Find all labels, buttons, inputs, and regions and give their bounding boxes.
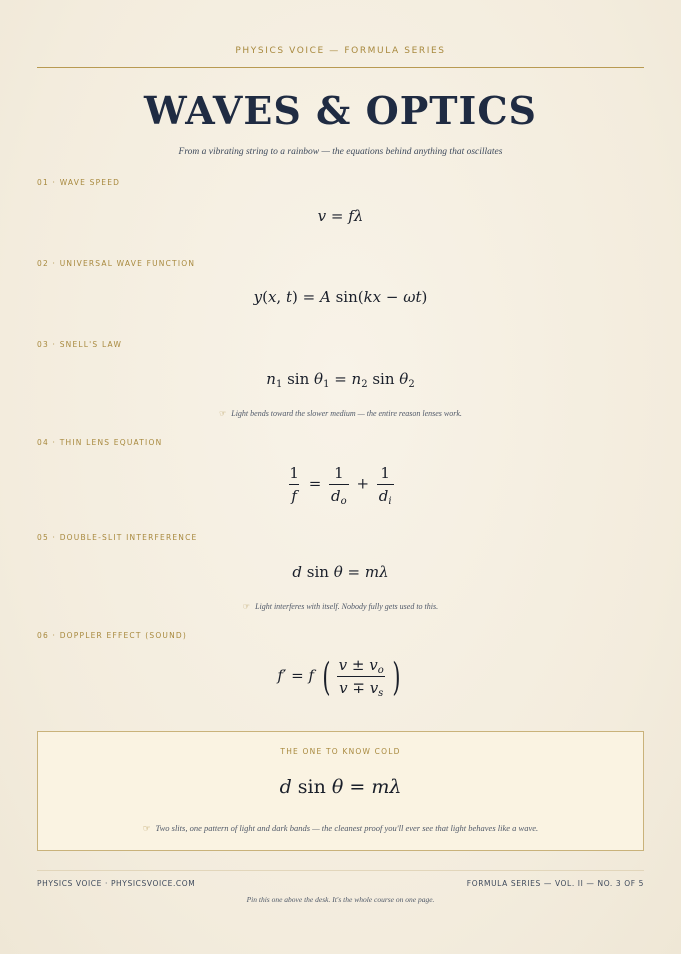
header-divider bbox=[37, 67, 644, 68]
formula-snells-law: $n_1$ $\sin \theta_1 = n_2$ $\sin \theta_2$ bbox=[266, 370, 415, 390]
series-label: PHYSICS VOICE — FORMULA SERIES bbox=[235, 46, 446, 56]
formula-double-slit: d sin θ = mλ bbox=[292, 563, 389, 581]
footer-divider bbox=[37, 870, 644, 871]
formula-doppler: f′ = f ( $\frac{v \pm v_o}{v \mp v_s}$ ) bbox=[277, 654, 401, 699]
section-label-snells-law: 03 · SNELL'S LAW bbox=[37, 340, 123, 349]
highlight-label: THE ONE TO KNOW COLD bbox=[280, 747, 401, 756]
section-label-thin-lens: 04 · THIN LENS EQUATION bbox=[37, 438, 163, 447]
highlight-formula: d sin θ = mλ bbox=[279, 776, 402, 798]
section-label-wave-speed: 01 · WAVE SPEED bbox=[37, 178, 121, 187]
formula-wave-speed: v = fλ bbox=[317, 207, 364, 225]
footer-note: Pin this one above the desk. It's the whole course on one page. bbox=[246, 895, 435, 904]
note-text: Light interferes with itself. Nobody fully gets used to this. bbox=[255, 602, 439, 611]
section-label-doppler: 06 · DOPPLER EFFECT (SOUND) bbox=[37, 631, 188, 640]
footer-series-info: FORMULA SERIES — VOL. II — NO. 3 OF 5 bbox=[466, 879, 644, 888]
formula-thin-lens: $\frac{1}{f}$ = $\frac{1}{d_o}$ + $\frac{1}{d_i}$ bbox=[289, 464, 392, 507]
section-label-wave-function: 02 · UNIVERSAL WAVE FUNCTION bbox=[37, 259, 196, 268]
pointing-hand-icon: ☞ bbox=[219, 409, 227, 418]
page-subtitle: From a vibrating string to a rainbow — the equations behind anything that oscillates bbox=[178, 147, 503, 157]
note-text: Light bends toward the slower medium — the entire reason lenses work. bbox=[231, 409, 462, 418]
note-snells-law bbox=[37, 409, 644, 418]
page-title: WAVES & OPTICS bbox=[143, 88, 538, 133]
note-double-slit bbox=[37, 602, 644, 611]
highlight-note bbox=[37, 823, 644, 834]
note-text: Two slits, one pattern of light and dark bands — the cleanest proof you'll ever see that light behaves like a wave. bbox=[155, 823, 539, 833]
footer-brand: PHYSICS VOICE · PHYSICSVOICE.COM bbox=[37, 879, 196, 888]
formula-wave-function: y(x, t) = A sin(kx − ωt) bbox=[253, 288, 428, 306]
section-label-double-slit: 05 · DOUBLE-SLIT INTERFERENCE bbox=[37, 533, 198, 542]
pointing-hand-icon: ☞ bbox=[142, 823, 151, 833]
pointing-hand-icon: ☞ bbox=[242, 602, 251, 611]
